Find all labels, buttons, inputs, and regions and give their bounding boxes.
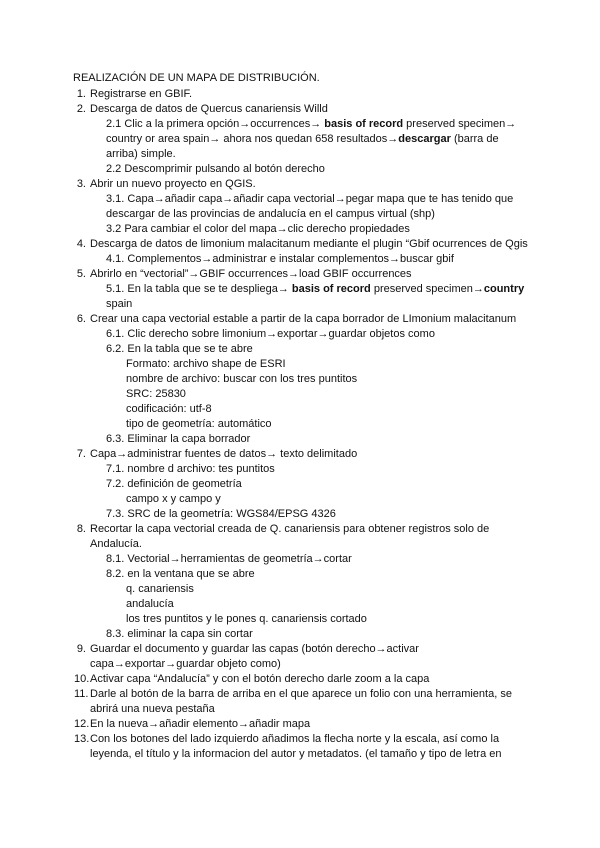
substep-text: (barra de arriba) simple. xyxy=(106,133,499,160)
step-number: 1. xyxy=(76,88,86,100)
step-text: Abrir un nuevo proyecto en QGIS. xyxy=(90,178,256,190)
substep-2-2: 2.2 Descomprimir pulsando al botón derecho xyxy=(106,163,325,175)
substep-7-1: 7.1. nombre d archivo: tes puntitos xyxy=(106,463,275,475)
step-11 xyxy=(74,687,530,717)
step-text: Capa→administrar fuentes de datos→ texto delimitado xyxy=(90,448,358,460)
step-7 xyxy=(74,447,530,462)
steps-list xyxy=(74,87,530,762)
step-number: 2. xyxy=(76,103,86,115)
step-number: 9. xyxy=(76,643,86,655)
substep-bold-text: basis of record xyxy=(291,283,371,295)
substep-text: preserved specimen→ xyxy=(370,283,484,295)
step-text: Crear una capa vectorial estable a partir de la capa borrador de LImonium malacitanum xyxy=(90,313,517,325)
step-text: Descarga de datos de Quercus canariensis Willd xyxy=(90,103,328,115)
substep-2-1 xyxy=(74,117,530,162)
substep-8-2: 8.2. en la ventana que se abre xyxy=(106,568,255,580)
substep-bold-text: basis of record xyxy=(324,118,404,130)
step-13 xyxy=(74,732,530,762)
step-number: 6. xyxy=(76,313,86,325)
document-title: REALIZACIÓN DE UN MAPA DE DISTRIBUCIÓN. xyxy=(73,72,320,84)
step-text: En la nueva→añadir elemento→añadir mapa xyxy=(90,718,311,730)
step-3 xyxy=(74,177,530,192)
step-text: Abrirlo en “vectorial”→GBIF occurrences→load GBIF occurrences xyxy=(90,268,412,280)
step-number: 11. xyxy=(74,688,89,700)
substep-bold-text: country xyxy=(483,283,525,295)
step-2 xyxy=(74,102,530,117)
substep-bold-text: descargar xyxy=(398,133,451,145)
step-number: 3. xyxy=(76,178,86,190)
step-text: Descarga de datos de limonium malacitanum mediante el plugin “Gbif ocurrences de Qgis xyxy=(90,238,528,250)
detail-item: codificación: utf-8 xyxy=(126,403,212,415)
substep-6-3: 6.3. Eliminar la capa borrador xyxy=(106,433,251,445)
step-number: 5. xyxy=(76,268,86,280)
detail-item: nombre de archivo: buscar con los tres puntitos xyxy=(126,373,358,385)
step-text: Darle al botón de la barra de arriba en el que aparece un folio con una herramienta, se abrirá una nueva pestaña xyxy=(90,688,512,715)
substep-3-2: 3.2 Para cambiar el color del mapa→clic derecho propiedades xyxy=(106,223,410,235)
substep-7-2: 7.2. definición de geometría xyxy=(106,478,242,490)
substep-6-1: 6.1. Clic derecho sobre limonium→exportar→guardar objetos como xyxy=(106,328,435,340)
step-number: 4. xyxy=(76,238,86,250)
substep-text: spain xyxy=(106,298,133,310)
step-5 xyxy=(74,267,530,282)
substep-8-1: 8.1. Vectorial→herramientas de geometría→cortar xyxy=(106,553,352,565)
substep-8-3: 8.3. eliminar la capa sin cortar xyxy=(106,628,253,640)
step-number: 12. xyxy=(74,718,90,730)
detail-item: los tres puntitos y le pones q. canariensis cortado xyxy=(126,613,367,625)
step-8 xyxy=(74,522,530,552)
step-12 xyxy=(74,717,530,732)
step-4 xyxy=(74,237,530,252)
detail-item: SRC: 25830 xyxy=(126,388,186,400)
step-6 xyxy=(74,312,530,327)
step-text: Registrarse en GBIF. xyxy=(90,88,193,100)
detail-item: tipo de geometría: automático xyxy=(126,418,272,430)
step-text: Con los botones del lado izquierdo añadimos la flecha norte y la escala, así como la leyenda, el título y la informacion del autor y metadatos. (el tamaño y tipo de letra en xyxy=(90,733,502,760)
detail-item: campo x y campo y xyxy=(126,493,221,505)
substep-4-1: 4.1. Complementos→administrar e instalar complementos→buscar gbif xyxy=(106,253,454,265)
step-1 xyxy=(74,87,530,102)
substep-text: 2.1 Clic a la primera opción→occurrences→ xyxy=(106,118,325,130)
step-10 xyxy=(74,672,530,687)
substep-5-1 xyxy=(74,282,530,312)
detail-item: q. canariensis xyxy=(126,583,194,595)
detail-item: andalucía xyxy=(126,598,174,610)
substep-7-3: 7.3. SRC de la geometría: WGS84/EPSG 4326 xyxy=(106,508,336,520)
step-number: 10. xyxy=(74,673,90,685)
step-text: Recortar la capa vectorial creada de Q. canariensis para obtener registros solo de Andalucía. xyxy=(90,523,490,550)
step-text: Activar capa “Andalucía” y con el botón derecho darle zoom a la capa xyxy=(90,673,430,685)
substep-text: 5.1. En la tabla que se te despliega→ xyxy=(106,283,292,295)
step-text: Guardar el documento y guardar las capas (botón derecho→activar capa→exportar→guardar objeto como) xyxy=(90,643,419,670)
step-number: 7. xyxy=(76,448,86,460)
step-9 xyxy=(74,642,530,672)
step-number: 13. xyxy=(74,733,90,745)
step-number: 8. xyxy=(76,523,86,535)
substep-text: preserved specimen→ country or area spain→ ahora nos quedan 658 resultados→ xyxy=(106,118,517,145)
substep-3-1: 3.1. Capa→añadir capa→añadir capa vectorial→pegar mapa que te has tenido que descargar de las provincias de andalucía en el campus virtual (shp) xyxy=(106,193,514,220)
detail-item: Formato: archivo shape de ESRI xyxy=(126,358,286,370)
substep-6-2: 6.2. En la tabla que se te abre xyxy=(106,343,253,355)
